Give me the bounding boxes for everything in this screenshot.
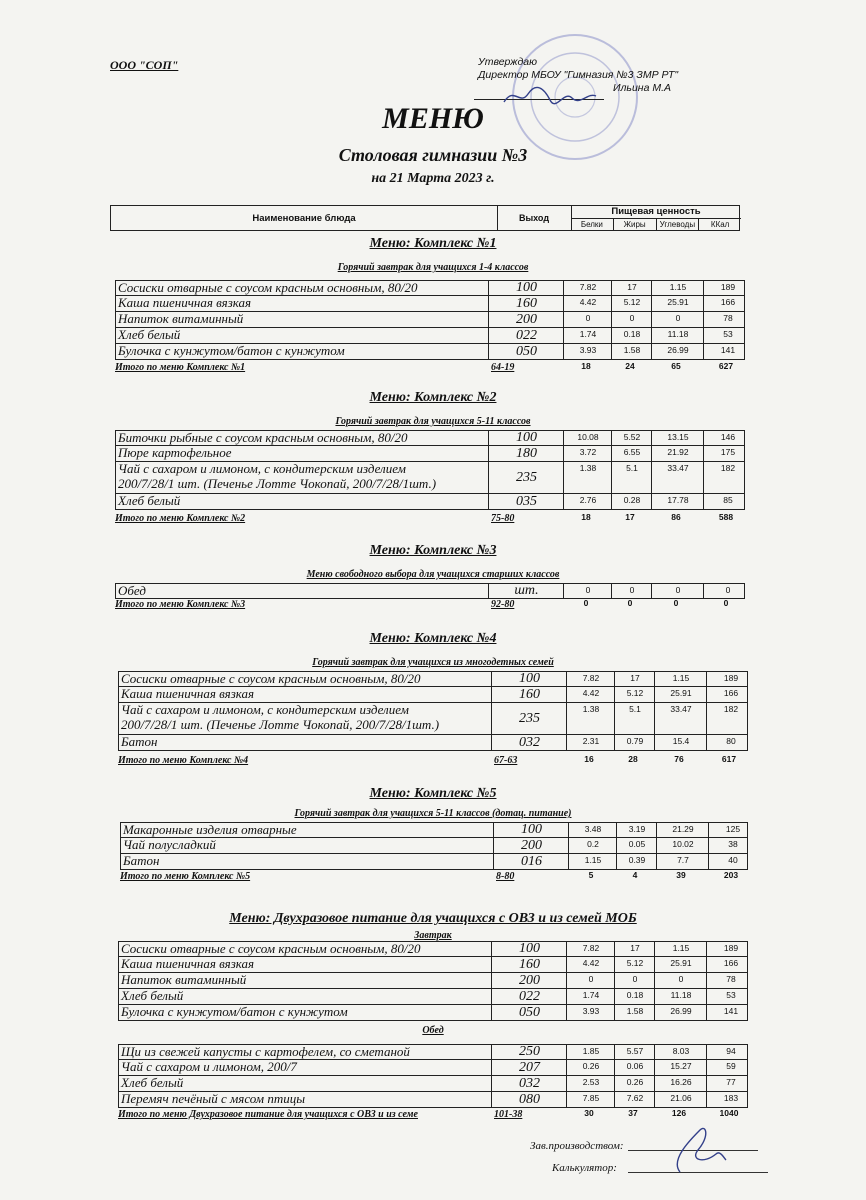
- total-fat: 17: [625, 512, 635, 522]
- total-output: 101-38: [494, 1109, 523, 1120]
- nutrient-kcal: 85: [703, 494, 752, 509]
- section-subtitle: Завтрак: [414, 930, 452, 941]
- total-protein: 5: [588, 870, 594, 880]
- header-kcal: ККал: [710, 220, 730, 229]
- nutrient-fat: 5.57: [614, 1045, 655, 1059]
- nutrient-carbs: 26.99: [654, 1005, 707, 1020]
- nutrient-carbs: 16.26: [654, 1076, 707, 1091]
- table-row: [115, 312, 745, 328]
- nutrient-fat: 3.19: [616, 823, 657, 837]
- dish-name: Хлеб белый: [121, 1075, 184, 1090]
- nutrient-kcal: 53: [706, 989, 755, 1004]
- table-row: [115, 328, 745, 344]
- total-carbs: 39: [676, 870, 686, 880]
- section-title: Меню: Комплекс №4: [369, 631, 497, 646]
- total-kcal: 1040: [719, 1108, 739, 1118]
- nutrient-carbs: 33.47: [654, 703, 707, 734]
- header-output: Выход: [497, 206, 572, 230]
- nutrient-protein: 1.74: [563, 328, 612, 343]
- total-carbs: 126: [671, 1108, 687, 1118]
- nutrient-kcal: 94: [706, 1045, 755, 1059]
- total-row: [115, 513, 745, 525]
- nutrient-carbs: 25.91: [654, 687, 707, 702]
- nutrient-fat: 5.12: [614, 687, 655, 702]
- nutrient-protein: 4.42: [566, 957, 615, 972]
- table-row: [118, 1060, 748, 1076]
- table-row: [115, 583, 745, 599]
- nutrient-protein: 2.31: [566, 735, 615, 750]
- total-fat: 37: [628, 1108, 638, 1118]
- nutrient-carbs: 11.18: [651, 328, 704, 343]
- table-row: [115, 296, 745, 312]
- nutrient-carbs: 10.02: [656, 838, 709, 853]
- production-label: Зав.производством:: [530, 1140, 624, 1152]
- dish-output: 022: [488, 328, 564, 343]
- nutrient-fat: 5.1: [614, 703, 655, 734]
- nutrient-fat: 17: [614, 672, 655, 686]
- total-protein: 0: [583, 598, 589, 608]
- total-fat: 28: [628, 754, 638, 764]
- dish-name: Батон: [123, 853, 160, 868]
- nutrient-protein: 7.82: [566, 942, 615, 956]
- nutrient-fat: 5.12: [614, 957, 655, 972]
- nutrient-fat: 0.39: [616, 854, 657, 869]
- dish-name: Сосиски отварные с соусом красным основным, 80/20: [121, 941, 421, 956]
- table-row: [115, 494, 745, 510]
- dish-name: Пюре картофельное: [118, 445, 232, 460]
- section-title: Меню: Комплекс №2: [369, 390, 497, 405]
- dish-name: Хлеб белый: [118, 327, 181, 342]
- nutrient-protein: 1.74: [566, 989, 615, 1004]
- nutrient-fat: 0.18: [614, 989, 655, 1004]
- dish-output: 050: [491, 1005, 567, 1020]
- header-nutrition: Пищевая ценность: [571, 206, 741, 219]
- dish-name: Сосиски отварные с соусом красным основным, 80/20: [118, 280, 418, 295]
- nutrient-carbs: 26.99: [651, 344, 704, 359]
- dish-name: Хлеб белый: [118, 493, 181, 508]
- nutrient-protein: 7.85: [566, 1092, 615, 1107]
- table-row: [118, 735, 748, 751]
- nutrient-protein: 0: [566, 973, 615, 988]
- table-row: [120, 822, 748, 838]
- nutrient-kcal: 40: [708, 854, 757, 869]
- total-kcal: 0: [723, 598, 729, 608]
- dish-output: 022: [491, 989, 567, 1004]
- nutrient-protein: 1.38: [563, 462, 612, 493]
- nutrient-kcal: 80: [706, 735, 755, 750]
- dish-output: 160: [491, 957, 567, 972]
- nutrient-carbs: 8.03: [654, 1045, 707, 1059]
- nutrient-fat: 5.12: [611, 296, 652, 311]
- dish-name-line2: 200/7/28/1 шт. (Печенье Лотте Чокопай, 200/7/28/1шт.): [121, 717, 440, 732]
- dish-name: Батон: [121, 734, 158, 749]
- nutrient-protein: 3.48: [568, 823, 617, 837]
- nutrient-carbs: 0: [651, 312, 704, 327]
- nutrient-fat: 17: [614, 942, 655, 956]
- section-subtitle: Горячий завтрак для учащихся 1-4 классов: [337, 262, 529, 273]
- dish-output: 050: [488, 344, 564, 359]
- nutrient-kcal: 183: [706, 1092, 755, 1107]
- nutrient-carbs: 33.47: [651, 462, 704, 493]
- nutrient-kcal: 0: [703, 584, 752, 598]
- nutrient-protein: 3.93: [566, 1005, 615, 1020]
- table-row: [115, 446, 745, 462]
- approval-position: Директор МБОУ "Гимназия №3 ЗМР РТ": [478, 69, 679, 81]
- nutrient-fat: 0.05: [616, 838, 657, 853]
- total-carbs: 0: [673, 598, 679, 608]
- nutrient-fat: 1.58: [614, 1005, 655, 1020]
- dish-name: Чай полусладкий: [123, 837, 216, 852]
- total-row: [120, 871, 748, 883]
- dish-output: 100: [493, 823, 569, 837]
- nutrient-kcal: 78: [706, 973, 755, 988]
- nutrient-carbs: 15.27: [654, 1060, 707, 1075]
- total-fat: 4: [632, 870, 638, 880]
- dish-name: Булочка с кунжутом/батон с кунжутом: [118, 343, 345, 358]
- total-output: 8-80: [496, 871, 515, 882]
- nutrient-carbs: 25.91: [654, 957, 707, 972]
- dish-output: 100: [491, 942, 567, 956]
- section-subtitle: Меню свободного выбора для учащихся старших классов: [306, 569, 560, 580]
- nutrient-kcal: 182: [703, 462, 752, 493]
- nutrient-protein: 0: [563, 584, 612, 598]
- nutrient-kcal: 77: [706, 1076, 755, 1091]
- dish-output: 160: [491, 687, 567, 702]
- total-fat: 24: [625, 361, 635, 371]
- dish-output: 100: [488, 431, 564, 445]
- nutrient-protein: 10.08: [563, 431, 612, 445]
- dish-output: 200: [491, 973, 567, 988]
- table-row: [115, 430, 745, 446]
- nutrient-carbs: 7.7: [656, 854, 709, 869]
- nutrient-kcal: 182: [706, 703, 755, 734]
- table-row: [115, 344, 745, 360]
- total-protein: 16: [584, 754, 594, 764]
- nutrient-fat: 0.28: [611, 494, 652, 509]
- nutrient-kcal: 175: [703, 446, 752, 461]
- nutrient-fat: 0: [614, 973, 655, 988]
- dish-output: 016: [493, 854, 569, 869]
- table-row: [118, 687, 748, 703]
- header-carbs: Углеводы: [657, 219, 700, 231]
- table-row: [120, 854, 748, 870]
- nutrient-carbs: 1.15: [654, 942, 707, 956]
- nutrient-fat: 0.06: [614, 1060, 655, 1075]
- total-label: Итого по меню Комплекс №1: [115, 362, 246, 373]
- page-title: МЕНЮ: [382, 102, 484, 135]
- nutrient-carbs: 21.29: [656, 823, 709, 837]
- nutrient-kcal: 141: [703, 344, 752, 359]
- nutrient-fat: 7.62: [614, 1092, 655, 1107]
- total-kcal: 627: [718, 361, 734, 371]
- table-header: [110, 205, 740, 231]
- table-row: [118, 941, 748, 957]
- nutrient-fat: 6.55: [611, 446, 652, 461]
- total-label: Итого по меню Комплекс №3: [115, 599, 246, 610]
- section-subtitle: Горячий завтрак для учащихся 5-11 классов: [335, 416, 531, 427]
- organization-name: ООО "СОП": [110, 58, 179, 72]
- total-protein: 18: [581, 361, 591, 371]
- dish-output: 180: [488, 446, 564, 461]
- section-subtitle: Горячий завтрак для учащихся 5-11 классов (дотац. питание): [294, 808, 572, 819]
- nutrient-protein: 3.72: [563, 446, 612, 461]
- nutrient-kcal: 189: [703, 281, 752, 295]
- nutrient-fat: 5.1: [611, 462, 652, 493]
- dish-output: 035: [488, 494, 564, 509]
- table-row: [118, 989, 748, 1005]
- nutrient-kcal: 146: [703, 431, 752, 445]
- nutrient-kcal: 78: [703, 312, 752, 327]
- total-kcal: 203: [723, 870, 739, 880]
- page-subtitle: Столовая гимназии №3: [338, 145, 528, 165]
- header-fat: Жиры: [614, 219, 657, 231]
- nutrient-kcal: 166: [706, 687, 755, 702]
- total-protein: 18: [581, 512, 591, 522]
- total-carbs: 86: [671, 512, 681, 522]
- nutrient-fat: 17: [611, 281, 652, 295]
- dish-output: 032: [491, 735, 567, 750]
- table-row: [118, 671, 748, 687]
- nutrient-protein: 7.82: [563, 281, 612, 295]
- nutrient-kcal: 189: [706, 942, 755, 956]
- total-row: [115, 362, 745, 374]
- table-row: [118, 957, 748, 973]
- nutrient-kcal: 125: [708, 823, 757, 837]
- table-row: [118, 1005, 748, 1021]
- total-label: Итого по меню Комплекс №2: [115, 513, 246, 524]
- dish-output: 160: [488, 296, 564, 311]
- table-row: [115, 462, 745, 494]
- nutrient-carbs: 21.06: [654, 1092, 707, 1107]
- table-row: [118, 973, 748, 989]
- nutrient-carbs: 11.18: [654, 989, 707, 1004]
- nutrient-kcal: 38: [708, 838, 757, 853]
- total-row: [118, 755, 748, 767]
- nutrient-carbs: 1.15: [651, 281, 704, 295]
- nutrient-fat: 0: [611, 584, 652, 598]
- dish-name: Каша пшеничная вязкая: [121, 956, 255, 971]
- nutrient-protein: 2.76: [563, 494, 612, 509]
- section-title: Меню: Комплекс №3: [369, 543, 497, 558]
- nutrient-protein: 4.42: [563, 296, 612, 311]
- nutrient-protein: 2.53: [566, 1076, 615, 1091]
- nutrient-carbs: 0: [654, 973, 707, 988]
- total-kcal: 588: [718, 512, 734, 522]
- nutrient-protein: 1.85: [566, 1045, 615, 1059]
- table-row: [118, 703, 748, 735]
- nutrient-protein: 0.26: [566, 1060, 615, 1075]
- dish-output: 200: [493, 838, 569, 853]
- nutrient-carbs: 25.91: [651, 296, 704, 311]
- nutrient-protein: 3.93: [563, 344, 612, 359]
- nutrient-protein: 0: [563, 312, 612, 327]
- dish-name: Напиток витаминный: [118, 311, 244, 326]
- nutrient-carbs: 1.15: [654, 672, 707, 686]
- dish-output: 235: [488, 462, 564, 493]
- nutrient-kcal: 189: [706, 672, 755, 686]
- nutrient-kcal: 59: [706, 1060, 755, 1075]
- dish-name: Напиток витаминный: [121, 972, 247, 987]
- approval-name: Ильина М.А: [613, 82, 671, 94]
- dish-output: 100: [491, 672, 567, 686]
- dish-name: Биточки рыбные с соусом красным основным, 80/20: [118, 430, 408, 445]
- total-carbs: 65: [671, 361, 681, 371]
- dish-name: Чай с сахаром и лимоном, с кондитерским изделием: [118, 461, 406, 476]
- table-row: [118, 1076, 748, 1092]
- nutrient-fat: 0: [611, 312, 652, 327]
- section-subtitle-2: Обед: [422, 1025, 444, 1036]
- total-output: 92-80: [491, 599, 515, 610]
- table-row: [115, 280, 745, 296]
- dish-output: 235: [491, 703, 567, 734]
- nutrient-protein: 1.15: [568, 854, 617, 869]
- section-subtitle: Горячий завтрак для учащихся из многодетных семей: [312, 657, 554, 668]
- dish-name: Сосиски отварные с соусом красным основным, 80/20: [121, 671, 421, 686]
- nutrient-carbs: 13.15: [651, 431, 704, 445]
- dish-output: 207: [491, 1060, 567, 1075]
- nutrient-protein: 1.38: [566, 703, 615, 734]
- nutrient-fat: 0.18: [611, 328, 652, 343]
- calculator-label: Калькулятор:: [552, 1162, 617, 1174]
- nutrient-carbs: 15.4: [654, 735, 707, 750]
- total-protein: 30: [584, 1108, 594, 1118]
- total-row: [115, 599, 745, 611]
- nutrient-kcal: 141: [706, 1005, 755, 1020]
- dish-name: Каша пшеничная вязкая: [121, 686, 255, 701]
- nutrient-kcal: 166: [703, 296, 752, 311]
- total-fat: 0: [627, 598, 633, 608]
- table-row: [118, 1044, 748, 1060]
- nutrient-fat: 0.26: [614, 1076, 655, 1091]
- dish-output: 032: [491, 1076, 567, 1091]
- total-label: Итого по меню Комплекс №5: [120, 871, 251, 882]
- dish-output: 080: [491, 1092, 567, 1107]
- nutrient-kcal: 53: [703, 328, 752, 343]
- nutrient-protein: 0.2: [568, 838, 617, 853]
- dish-name: Каша пшеничная вязкая: [118, 295, 252, 310]
- dish-name: Булочка с кунжутом/батон с кунжутом: [121, 1004, 348, 1019]
- nutrient-fat: 5.52: [611, 431, 652, 445]
- dish-output: 100: [488, 281, 564, 295]
- nutrient-fat: 1.58: [611, 344, 652, 359]
- total-carbs: 76: [674, 754, 684, 764]
- dish-name: Обед: [118, 583, 146, 598]
- calculator-signature: [660, 1120, 730, 1180]
- total-label: Итого по меню Двухразовое питание для учащихся с ОВЗ и из семе: [118, 1109, 418, 1120]
- section-title: Меню: Двухразовое питание для учащихся с ОВЗ и из семей МОБ: [229, 911, 637, 926]
- total-output: 64-19: [491, 362, 515, 373]
- nutrient-carbs: 0: [651, 584, 704, 598]
- total-label: Итого по меню Комплекс №4: [118, 755, 249, 766]
- approval-line: Утверждаю: [478, 56, 538, 68]
- nutrient-fat: 0.79: [614, 735, 655, 750]
- menu-date: на 21 Марта 2023 г.: [371, 171, 495, 186]
- dish-name: Чай с сахаром и лимоном, 200/7: [121, 1059, 297, 1074]
- dish-name: Чай с сахаром и лимоном, с кондитерским изделием: [121, 702, 409, 717]
- nutrient-carbs: 17.78: [651, 494, 704, 509]
- header-dish: Наименование блюда: [111, 206, 498, 230]
- total-output: 67-63: [494, 755, 518, 766]
- nutrient-kcal: 166: [706, 957, 755, 972]
- total-kcal: 617: [721, 754, 737, 764]
- table-row: [120, 838, 748, 854]
- dish-output: 200: [488, 312, 564, 327]
- section-title: Меню: Комплекс №1: [369, 236, 497, 251]
- nutrient-carbs: 21.92: [651, 446, 704, 461]
- dish-output: шт.: [488, 584, 564, 598]
- dish-name: Щи из свежей капусты с картофелем, со сметаной: [121, 1044, 410, 1059]
- nutrient-protein: 4.42: [566, 687, 615, 702]
- dish-name: Перемяч печёный с мясом птицы: [121, 1091, 306, 1106]
- section-title: Меню: Комплекс №5: [369, 786, 497, 801]
- dish-output: 250: [491, 1045, 567, 1059]
- dish-name-line2: 200/7/28/1 шт. (Печенье Лотте Чокопай, 200/7/28/1шт.): [118, 476, 437, 491]
- header-protein: Белки: [571, 219, 614, 231]
- dish-name: Макаронные изделия отварные: [123, 822, 297, 837]
- table-row: [118, 1092, 748, 1108]
- total-output: 75-80: [491, 513, 515, 524]
- nutrient-protein: 7.82: [566, 672, 615, 686]
- dish-name: Хлеб белый: [121, 988, 184, 1003]
- total-row: [118, 1109, 748, 1121]
